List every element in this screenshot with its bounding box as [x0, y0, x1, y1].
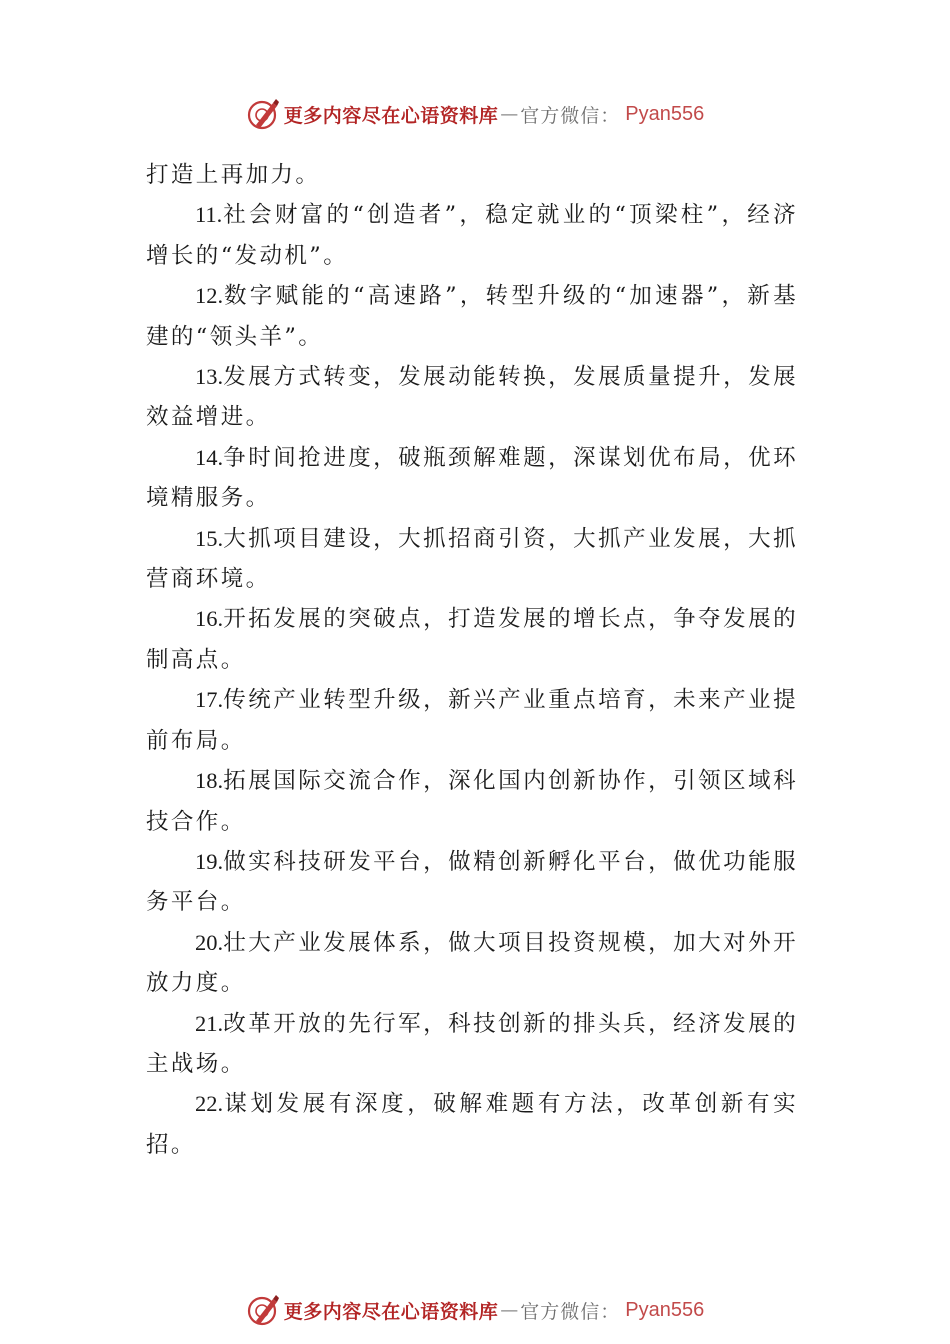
footer-wechat-id: Pyan556 [625, 1298, 705, 1321]
footer-colon: ： [600, 1300, 620, 1323]
item-number: 13. [195, 364, 224, 390]
item-number: 12. [195, 283, 224, 309]
header-wechat-id: Pyan556 [625, 102, 705, 125]
header-separator: — [500, 103, 519, 125]
list-item [146, 923, 798, 1004]
item-text: 拓展国际交流合作，深化国内创新协作，引领区域科技合作。 [146, 768, 798, 835]
item-number: 21. [195, 1010, 224, 1036]
list-item [146, 761, 798, 842]
list-item [146, 599, 798, 680]
header-banner [0, 94, 950, 134]
item-text: 改革开放的先行军，科技创新的排头兵，经济发展的主战场。 [146, 1010, 798, 1077]
pen-logo-icon [246, 1293, 280, 1327]
footer-main-text: 更多内容尽在心语资料库 [283, 1300, 499, 1323]
item-number: 11. [195, 202, 223, 228]
header-wechat-label: 官方微信 [520, 104, 601, 127]
list-item [146, 438, 798, 519]
footer-banner [0, 1290, 950, 1330]
pen-logo-icon [246, 97, 280, 131]
list-item [146, 195, 798, 276]
item-number: 14. [195, 444, 224, 470]
item-text: 开拓发展的突破点，打造发展的增长点，争夺发展的制高点。 [146, 606, 798, 673]
paragraph-continuation [146, 155, 798, 195]
footer-separator: — [500, 1299, 519, 1321]
item-number: 22. [195, 1091, 224, 1117]
document-body [146, 155, 798, 1165]
item-text: 数字赋能的“高速路”，转型升级的“加速器”，新基建的“领头羊”。 [146, 283, 798, 350]
item-text: 做实科技研发平台，做精创新孵化平台，做优功能服务平台。 [146, 848, 798, 916]
footer-wechat-label: 官方微信 [520, 1300, 601, 1323]
item-text: 壮大产业发展体系，做大项目投资规模，加大对外开放力度。 [146, 929, 798, 997]
list-item [146, 1084, 798, 1165]
header-colon: ： [600, 104, 620, 127]
item-text: 社会财富的“创造者”，稳定就业的“顶梁柱”，经济增长的“发动机”。 [146, 202, 798, 269]
item-number: 17. [195, 687, 224, 713]
item-text: 争时间抢进度，破瓶颈解难题，深谋划优布局，优环境精服务。 [146, 444, 798, 512]
item-number: 18. [195, 768, 224, 794]
list-item [146, 519, 798, 600]
list-item [146, 276, 798, 357]
item-text: 谋划发展有深度，破解难题有方法，改革创新有实招。 [146, 1091, 798, 1158]
item-number: 16. [195, 606, 224, 632]
item-text: 发展方式转变，发展动能转换，发展质量提升，发展效益增进。 [146, 364, 798, 431]
item-text: 传统产业转型升级，新兴产业重点培育，未来产业提前布局。 [146, 687, 798, 754]
item-number: 15. [195, 525, 224, 551]
item-text: 大抓项目建设，大抓招商引资，大抓产业发展，大抓营商环境。 [146, 525, 798, 593]
list-item [146, 357, 798, 438]
list-item [146, 680, 798, 761]
header-main-text: 更多内容尽在心语资料库 [283, 104, 499, 127]
paragraph-text: 打造上再加力。 [146, 162, 321, 188]
list-item [146, 842, 798, 923]
list-item [146, 1004, 798, 1085]
item-number: 20. [195, 929, 224, 955]
item-number: 19. [195, 848, 224, 874]
